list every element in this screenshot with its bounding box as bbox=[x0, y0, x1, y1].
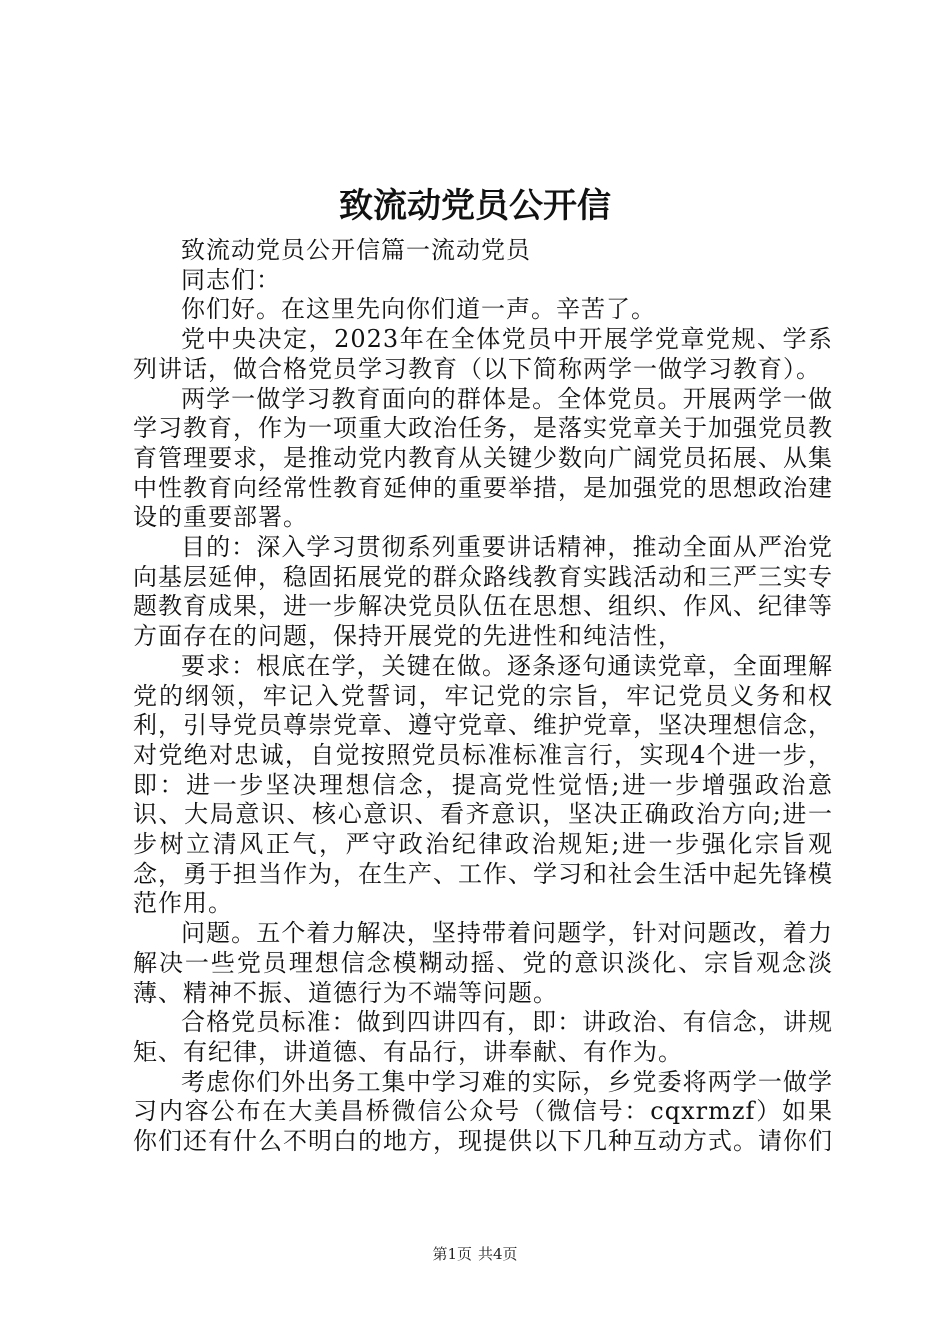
paragraph-salutation: 同志们： bbox=[181, 265, 281, 294]
paragraph-problems: 问题。五个着力解决，坚持带着问题学，针对问题改，着力解决一些党员理想信念模糊动摇、党的意识淡化、宗旨观念淡薄、精神不振、道德行为不端等问题。 bbox=[133, 919, 833, 1007]
page-footer bbox=[0, 1244, 950, 1264]
page-title: 致流动党员公开信 bbox=[339, 186, 611, 226]
document-body bbox=[133, 236, 833, 1157]
paragraph-subtitle: 致流动党员公开信篇一流动党员 bbox=[181, 236, 531, 264]
page-number: 第1页 bbox=[432, 1245, 472, 1263]
paragraph-purpose: 目的：深入学习贯彻系列重要讲话精神，推动全面从严治党向基层延伸，稳固拓展党的群众路线教育实践活动和三严三实专题教育成果，进一步解决党员队伍在思想、组织、作风、纪律等方面存在的问题，保持开展党的先进性和纯洁性， bbox=[133, 533, 833, 651]
paragraph-greeting: 你们好。在这里先向你们道一声。辛苦了。 bbox=[181, 295, 656, 324]
paragraph-requirements: 要求：根底在学，关键在做。逐条逐句通读党章，全面理解党的纲领，牢记入党誓词，牢记党的宗旨，牢记党员义务和权利，引导党员尊崇党章、遵守党章、维护党章，坚决理想信念，对党绝对忠诚，自觉按照党员标准标准言行，实现4个进一步，即：进一步坚决理想信念，提高党性觉悟;进一步增强政治意识、大局意识、核心意识、看齐意识，坚决正确政治方向;进一步树立清风正气，严守政治纪律政治规矩;进一步强化宗旨观念，勇于担当作为，在生产、工作、学习和社会生活中起先锋模范作用。 bbox=[133, 651, 833, 918]
page-total: 共4页 bbox=[478, 1245, 518, 1263]
paragraph-contact: 考虑你们外出务工集中学习难的实际，乡党委将两学一做学习内容公布在大美昌桥微信公众号（微信号：cqxrmzf）如果你们还有什么不明白的地方，现提供以下几种互动方式。请你们 bbox=[133, 1067, 833, 1156]
paragraph-standards: 合格党员标准：做到四讲四有，即：讲政治、有信念，讲规矩、有纪律，讲道德、有品行，讲奉献、有作为。 bbox=[133, 1008, 833, 1066]
paragraph-decision: 党中央决定，2023年在全体党员中开展学党章党规、学系列讲话，做合格党员学习教育（以下简称两学一做学习教育）。 bbox=[133, 325, 833, 383]
paragraph-target-group: 两学一做学习教育面向的群体是。全体党员。开展两学一做学习教育，作为一项重大政治任务，是落实党章关于加强党员教育管理要求，是推动党内教育从关键少数向广阔党员拓展、从集中性教育向经常性教育延伸的重要举措，是加强党的思想政治建设的重要部署。 bbox=[133, 384, 833, 532]
